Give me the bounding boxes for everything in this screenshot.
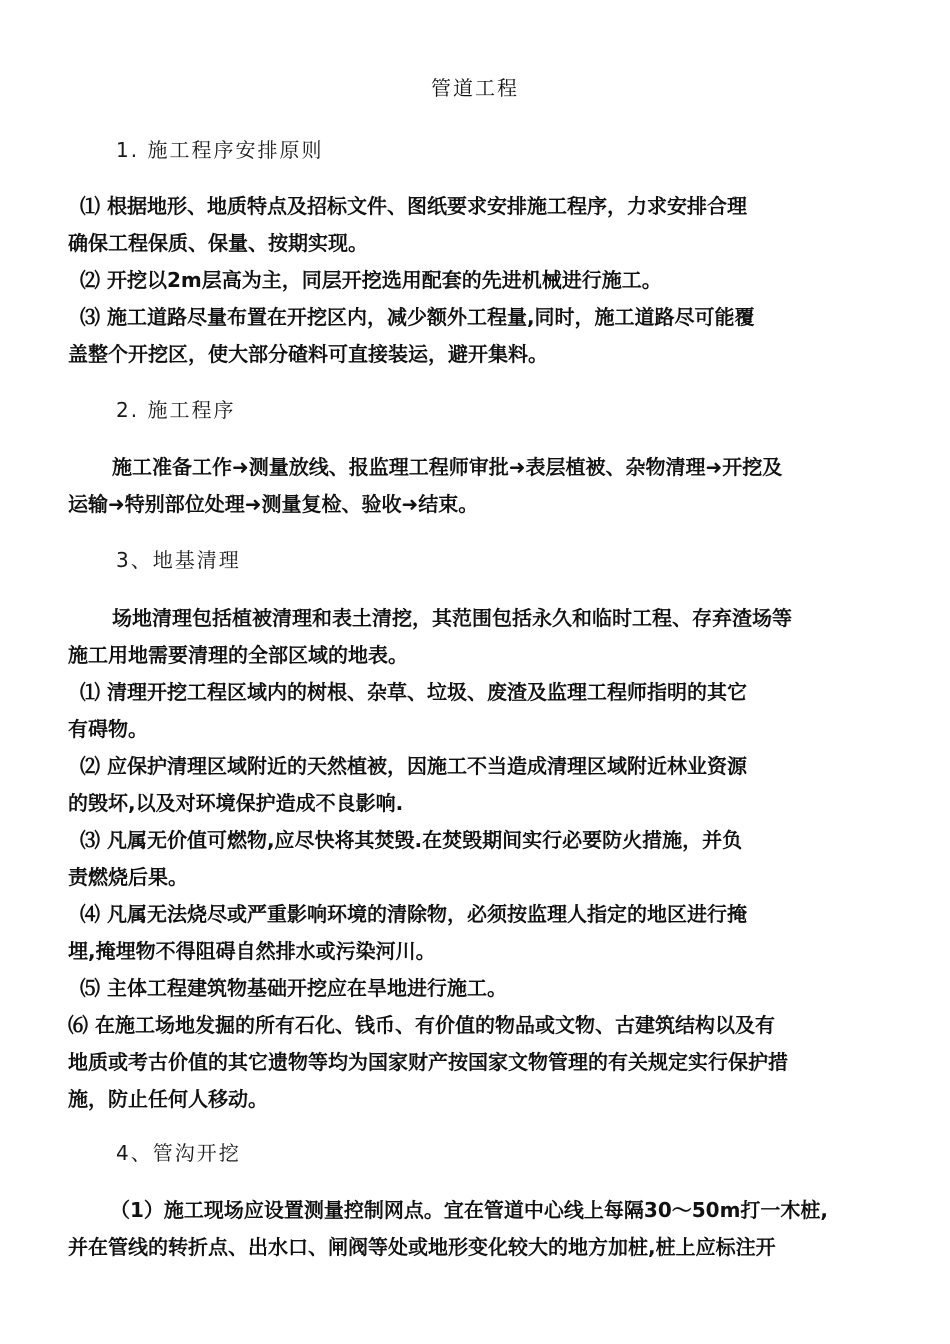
paragraph-line: ⑹ 在施工场地发掘的所有石化、钱币、有价值的物品或文物、古建筑结构以及有 xyxy=(68,1013,775,1037)
paragraph xyxy=(68,449,783,523)
paragraph-line: 盖整个开挖区，使大部分碴料可直接装运，避开集料。 xyxy=(68,342,548,366)
paragraph-line: 责燃烧后果。 xyxy=(68,865,188,889)
document-title: 管道工程 xyxy=(431,76,519,100)
paragraph xyxy=(68,1192,829,1266)
paragraph-line: ⑶ 施工道路尽量布置在开挖区内，减少额外工程量,同时，施工道路尽可能覆 xyxy=(80,305,755,329)
paragraph-line: 运输➜特别部位处理➜测量复检、验收➜结束。 xyxy=(68,492,479,516)
paragraph-line: 施工用地需要清理的全部区域的地表。 xyxy=(68,643,408,667)
paragraph xyxy=(80,262,662,299)
paragraph xyxy=(68,188,747,262)
paragraph-line: ⑵ 开挖以2m层高为主，同层开挖选用配套的先进机械进行施工。 xyxy=(80,268,662,292)
paragraph-line: 有碍物。 xyxy=(68,717,148,741)
paragraph-line: 并在管线的转折点、出水口、闸阀等处或地形变化较大的地方加桩,桩上应标注开 xyxy=(68,1235,776,1259)
paragraph-line: 施工准备工作➜测量放线、报监理工程师审批➜表层植被、杂物清理➜开挖及 xyxy=(112,455,783,479)
paragraph xyxy=(68,748,747,822)
section-heading-1: 1. 施工程序安排原则 xyxy=(116,138,324,162)
paragraph-line: ⑷ 凡属无法烧尽或严重影响环境的清除物，必须按监理人指定的地区进行掩 xyxy=(80,902,747,926)
paragraph-line: ⑴ 清理开挖工程区域内的树根、杂草、垃圾、废渣及监理工程师指明的其它 xyxy=(80,680,747,704)
paragraph xyxy=(68,299,755,373)
paragraph-line: ⑵ 应保护清理区域附近的天然植被，因施工不当造成清理区域附近林业资源 xyxy=(80,754,747,778)
paragraph-line: ⑶ 凡属无价值可燃物,应尽快将其焚毁.在焚毁期间实行必要防火措施，并负 xyxy=(80,828,743,852)
paragraph xyxy=(68,896,747,970)
paragraph-line: 确保工程保质、保量、按期实现。 xyxy=(68,231,368,255)
section-heading-3: 3、地基清理 xyxy=(116,548,241,572)
paragraph xyxy=(80,970,507,1007)
paragraph xyxy=(68,1007,788,1118)
paragraph-line: 施，防止任何人移动。 xyxy=(68,1087,268,1111)
paragraph-line: 埋,掩埋物不得阻碍自然排水或污染河川。 xyxy=(68,939,436,963)
paragraph-line: ⑴ 根据地形、地质特点及招标文件、图纸要求安排施工程序，力求安排合理 xyxy=(80,194,747,218)
section-heading-2: 2. 施工程序 xyxy=(116,398,236,422)
paragraph-line: ⑸ 主体工程建筑物基础开挖应在旱地进行施工。 xyxy=(80,976,507,1000)
paragraph-line: 地质或考古价值的其它遗物等均为国家财产按国家文物管理的有关规定实行保护措 xyxy=(68,1050,788,1074)
section-heading-4: 4、管沟开挖 xyxy=(116,1141,241,1165)
paragraph xyxy=(68,600,792,674)
paragraph xyxy=(68,674,747,748)
paragraph-line: 的毁坏,以及对环境保护造成不良影响. xyxy=(68,791,404,815)
paragraph xyxy=(68,822,743,896)
paragraph-line: （1）施工现场应设置测量控制网点。宜在管道中心线上每隔30～50m打一木桩, xyxy=(110,1198,829,1222)
paragraph-line: 场地清理包括植被清理和表土清挖，其范围包括永久和临时工程、存弃渣场等 xyxy=(112,606,792,630)
